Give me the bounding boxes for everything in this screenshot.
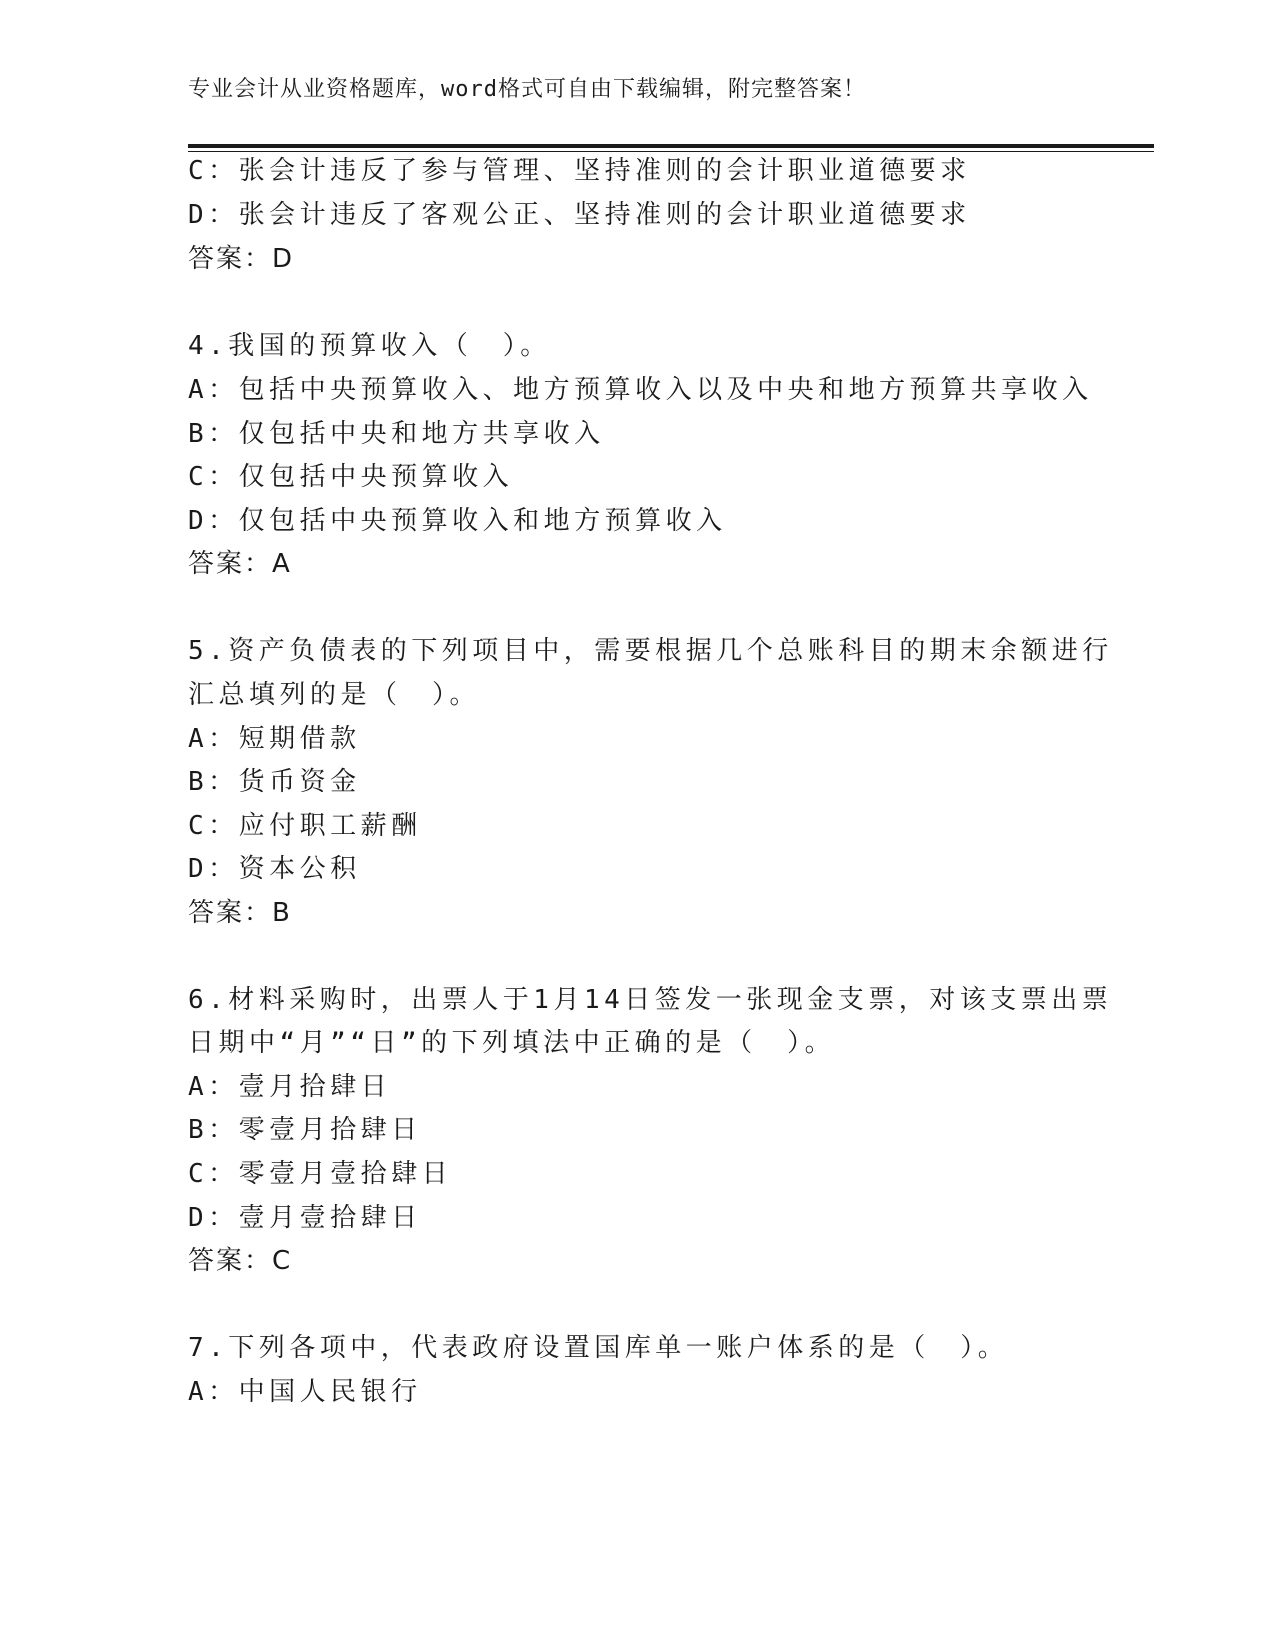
question-line: 日期中“月”“日”的下列填法中正确的是（ ）。 [188,1028,836,1058]
option-line: A：短期借款 [188,724,361,754]
option-line: C：零壹月壹拾肆日 [188,1159,453,1189]
question-line: 6.材料采购时，出票人于1月14日签发一张现金支票，对该支票出票 [188,985,1113,1015]
header-rule-thick [188,144,1154,148]
option-line: D：张会计违反了客观公正、坚持准则的会计职业道德要求 [188,200,971,230]
option-line: C：仅包括中央预算收入 [188,462,514,492]
answer-line: 答案：B [188,898,292,928]
option-line: B：零壹月拾肆日 [188,1115,422,1145]
option-line: B：仅包括中央和地方共享收入 [188,419,605,449]
answer-line: 答案：C [188,1246,293,1276]
option-line: C：张会计违反了参与管理、坚持准则的会计职业道德要求 [188,156,971,186]
option-line: B：货币资金 [188,767,361,797]
option-line: D：仅包括中央预算收入和地方预算收入 [188,506,727,536]
answer-line: 答案：A [188,549,292,579]
option-line: C：应付职工薪酬 [188,811,422,841]
option-line: D：壹月壹拾肆日 [188,1203,422,1233]
question-line: 7.下列各项中，代表政府设置国库单一账户体系的是（ ）。 [188,1333,1009,1363]
question-line: 汇总填列的是（ ）。 [188,680,481,710]
option-line: A：中国人民银行 [188,1377,422,1407]
header-rule-thin [188,151,1154,152]
option-line: A：壹月拾肆日 [188,1072,392,1102]
option-line: A：包括中央预算收入、地方预算收入以及中央和地方预算共享收入 [188,375,1093,405]
question-line: 5.资产负债表的下列项目中，需要根据几个总账科目的期末余额进行 [188,636,1113,666]
answer-line: 答案：D [188,244,295,274]
option-line: D：资本公积 [188,854,361,884]
page-header: 专业会计从业资格题库，word格式可自由下载编辑，附完整答案！ [188,77,866,102]
question-line: 4.我国的预算收入（ ）。 [188,331,551,361]
